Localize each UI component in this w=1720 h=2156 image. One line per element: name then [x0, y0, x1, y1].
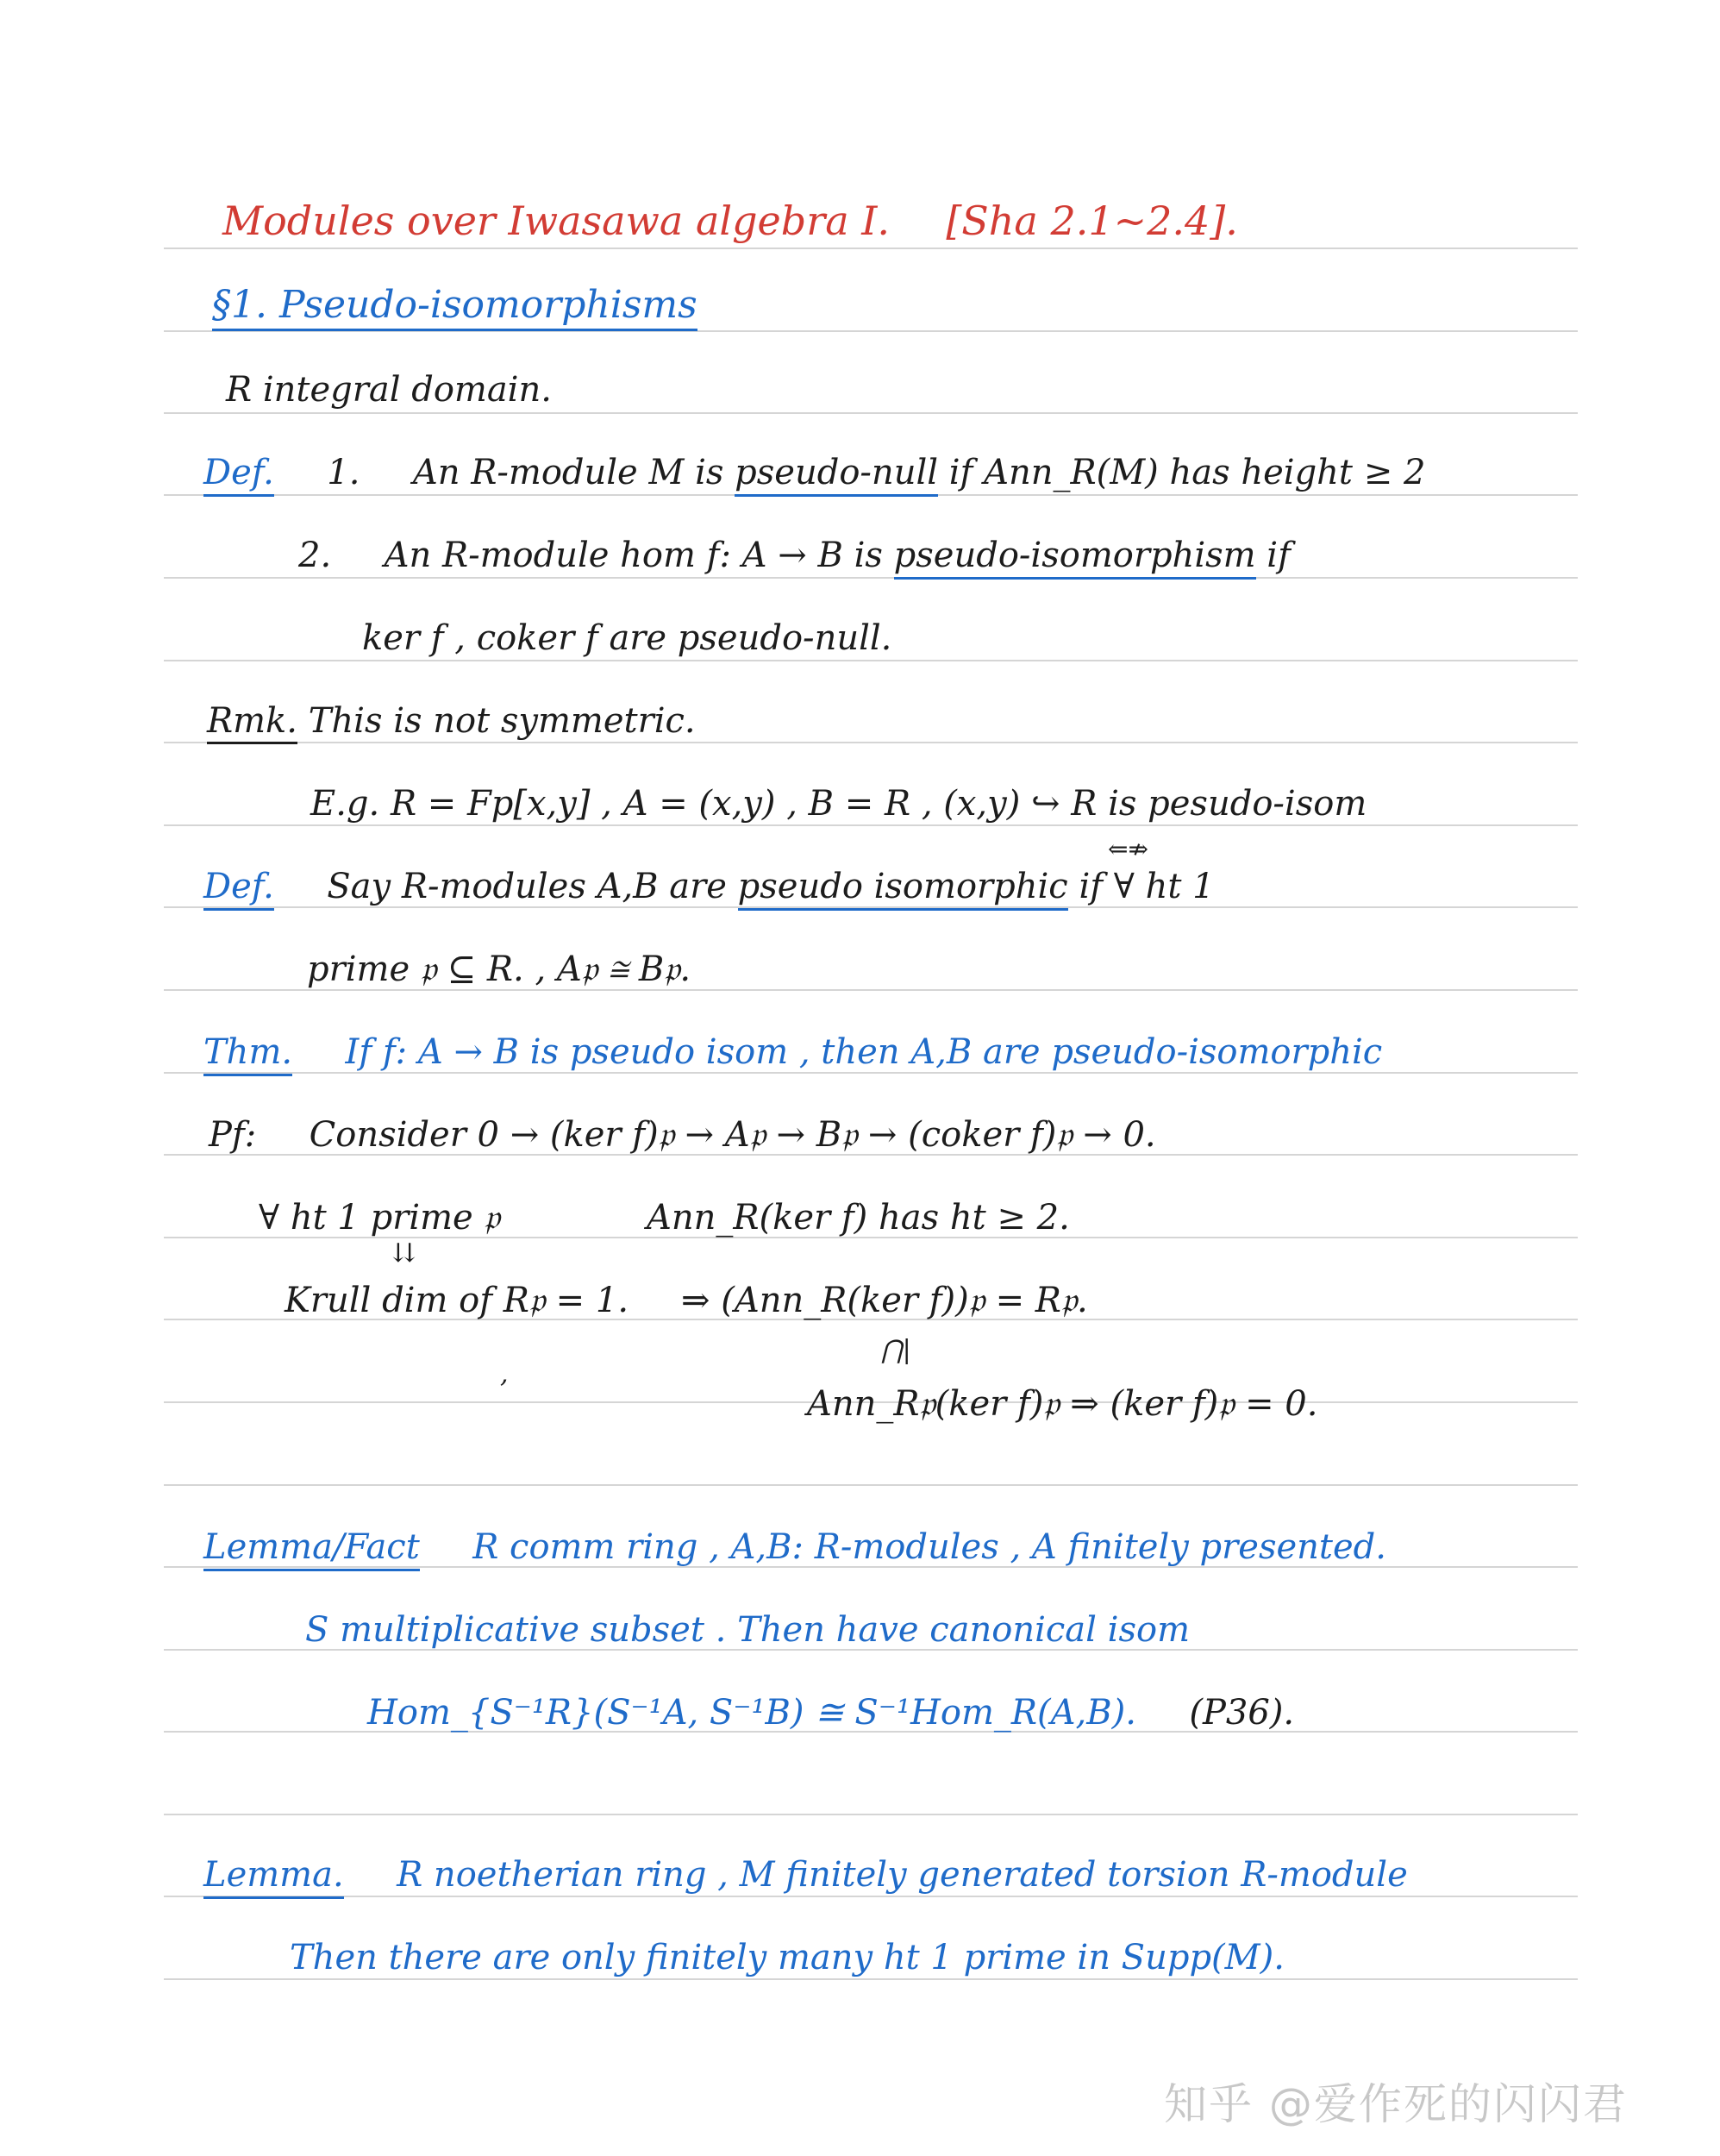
definition-text: if Ann_R(M) has height ≥ 2: [948, 453, 1426, 492]
ruled-line: [164, 742, 1578, 743]
proof-line-2-left: ∀ ht 1 prime 𝔭: [259, 1198, 500, 1238]
setup-line: R integral domain.: [226, 370, 552, 410]
section-title: §1. Pseudo-isomorphisms: [212, 283, 697, 331]
definition-1-continuation: ker f , coker f are pseudo-null.: [362, 618, 892, 658]
stray-mark: ,: [500, 1359, 509, 1389]
lemma-label: Lemma.: [203, 1855, 344, 1899]
page-reference: (P36).: [1189, 1693, 1295, 1733]
proof-line-3-right: ⇒ (Ann_R(ker f))𝔭 = R𝔭.: [681, 1281, 1088, 1320]
definition-text: An R-module M is: [412, 453, 724, 492]
proof-line-2-right: Ann_R(ker f) has ht ≥ 2.: [647, 1198, 1070, 1238]
term-pseudo-isomorphism: pseudo-isomorphism: [894, 536, 1256, 580]
remark: [207, 700, 696, 742]
watermark: 知乎 @爱作死的闪闪君: [1164, 2079, 1628, 2129]
definition-label: Def.: [203, 867, 274, 911]
title-text: Modules over Iwasawa algebra I.: [222, 197, 891, 244]
page-title: [222, 197, 1238, 244]
term-pseudo-null: pseudo-null: [735, 453, 938, 497]
definition-1: [203, 452, 1425, 493]
lemma-fact: [203, 1526, 1386, 1568]
definition-text: Say R-modules A,B are: [327, 867, 727, 906]
proof-line-3-left: Krull dim of R𝔭 = 1.: [285, 1281, 629, 1320]
definition-item-number: 2.: [298, 536, 332, 575]
ruled-line: [164, 248, 1578, 249]
ruled-line: [164, 412, 1578, 414]
theorem-label: Thm.: [203, 1032, 292, 1076]
proof-line-1: [209, 1114, 1156, 1156]
ruled-line: [164, 1484, 1578, 1486]
lemma: [203, 1854, 1408, 1896]
definition-text: if: [1267, 536, 1291, 575]
ruled-line: [164, 824, 1578, 826]
definition-2-continuation: prime 𝔭 ⊆ R. , A𝔭 ≅ B𝔭.: [307, 950, 691, 989]
proof-label: Pf:: [209, 1115, 257, 1155]
definition-text: An R-module hom f: A → B is: [384, 536, 883, 575]
definition-item-number: 1.: [327, 453, 360, 492]
remark-label: Rmk.: [207, 701, 297, 744]
definition-text: if ∀ ht 1: [1079, 867, 1215, 906]
section-heading: [212, 285, 697, 326]
ruled-line: [164, 1896, 1578, 1897]
term-pseudo-isomorphic: pseudo isomorphic: [738, 867, 1068, 911]
definition-1-item-2: [298, 535, 1291, 576]
ruled-line: [164, 1814, 1578, 1815]
title-reference: [Sha 2.1~2.4].: [946, 197, 1238, 244]
ruled-line: [164, 1978, 1578, 1980]
definition-2: [203, 866, 1215, 907]
proof-line-4: Ann_R𝔭(ker f)𝔭 ⇒ (ker f)𝔭 = 0.: [807, 1384, 1318, 1424]
theorem: [203, 1031, 1382, 1073]
lemma-text: R noetherian ring , M finitely generated torsion R-module: [397, 1855, 1408, 1895]
implies-arrows: ⇊: [393, 1238, 416, 1269]
not-reverse-mark: ⇐⇏: [1108, 835, 1148, 863]
ruled-line: [164, 577, 1578, 579]
lemma-line-2: Then there are only finitely many ht 1 prime in Supp(M).: [290, 1938, 1285, 1977]
lemma-fact-label: Lemma/Fact: [203, 1527, 420, 1571]
theorem-text: If f: A → B is pseudo isom , then A,B are pseudo-isomorphic: [345, 1032, 1383, 1072]
lemma-fact-formula: Hom_{S⁻¹R}(S⁻¹A, S⁻¹B) ≅ S⁻¹Hom_R(A,B).: [367, 1693, 1136, 1733]
proof-text: Consider 0 → (ker f)𝔭 → A𝔭 → B𝔭 → (coker f)𝔭 → 0.: [309, 1115, 1156, 1155]
remark-text: This is not symmetric.: [308, 701, 696, 741]
remark-example: E.g. R = Fp[x,y] , A = (x,y) , B = R , (x,y) ↪ R is pesudo-isom: [310, 784, 1367, 824]
lemma-fact-line-2: S multiplicative subset . Then have canonical isom: [305, 1610, 1190, 1650]
lemma-fact-line-3: [367, 1692, 1294, 1733]
containment-symbol: ⋂|: [881, 1335, 911, 1365]
ruled-line: [164, 660, 1578, 661]
definition-label: Def.: [203, 453, 274, 497]
lemma-fact-text: R comm ring , A,B: R-modules , A finitely presented.: [472, 1527, 1386, 1567]
